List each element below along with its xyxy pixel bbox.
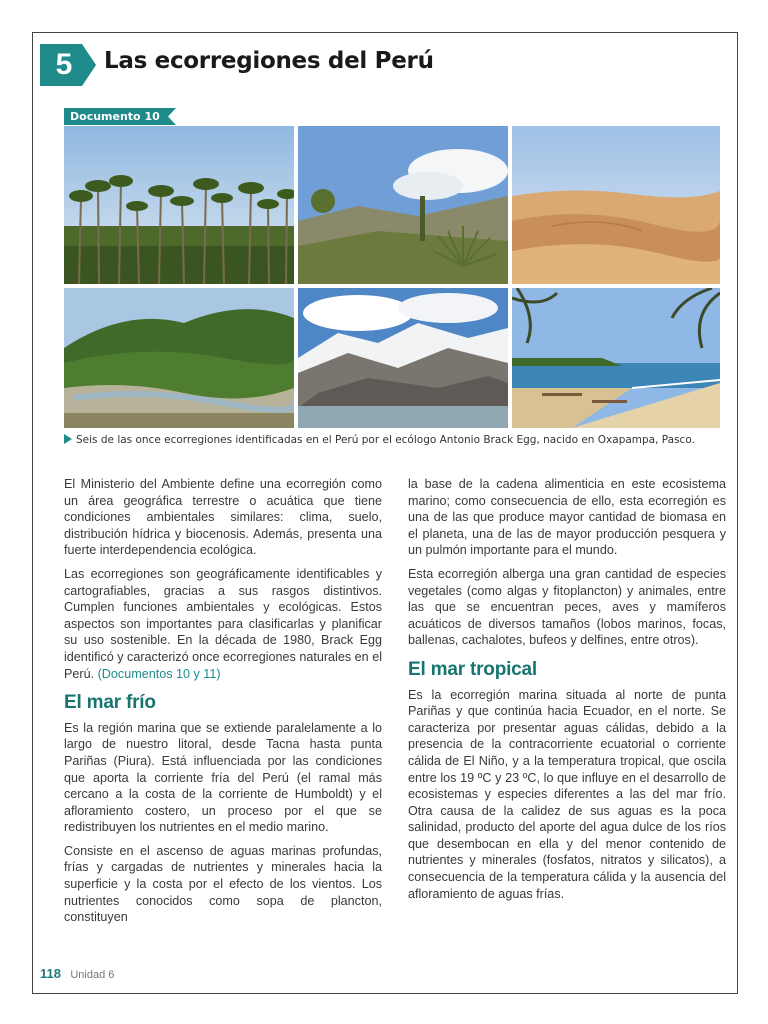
page-number: 118 — [40, 966, 61, 981]
cold-sea-paragraph-2: Consiste en el ascenso de aguas marinas profundas, frías y cargadas de nutrientes y minerales hacia la superficie y la costa por el efecto de los vientos. Los nutrientes conocidos como sopa de plancton, constituyen — [64, 843, 382, 925]
desert-dunes-photo — [512, 126, 720, 284]
page-title: Las ecorregiones del Perú — [104, 48, 434, 74]
heading-tropical-sea: El mar tropical — [408, 658, 537, 680]
document-reference-link[interactable]: (Documentos 10 y 11) — [97, 666, 221, 681]
palm-forest-photo — [64, 126, 294, 284]
tropical-valley-photo — [64, 288, 294, 428]
tropical-beach-photo — [512, 288, 720, 428]
caption-arrow-icon — [64, 434, 72, 444]
caption-text: Seis de las once ecorregiones identificadas en el Perú por el ecólogo Antonio Brack Egg, nacido en Oxapampa, Pasco. — [76, 434, 695, 446]
cold-sea-paragraph-3: la base de la cadena alimenticia en este ecosistema marino; como consecuencia de ello, esta ecorregión es una de las que produce mayor cantidad de biomasa en el planeta, una de las de mayor producción pesquera y un pulmón importante para el mundo. — [408, 477, 726, 558]
photo-caption — [64, 434, 724, 446]
page-footer — [40, 966, 114, 981]
section-number: 5 — [55, 48, 73, 81]
tropical-sea-paragraph: Es la ecorregión marina situada al norte de punta Pariñas y que continúa hacia Ecuador, en el norte. Se caracteriza por presentar aguas cálidas, debido a la presencia de la contracorriente ecuatorial o corriente cálida de El Niño, y a la temperatura tropical, que oscila entre los 19 ºC y 23 ºC, lo que influye en el desarrollo de ecosistemas y especies diferentes a las del mar frío. Otra causa de la calidez de sus aguas es la poca salinidad, producto del aporte del agua dulce de los ríos que desembocan en ella y del menor contenido de nutrientes y minerales (fosfatos, nitratos y silicatos), a consecuencia de la temperatura cálida y la ausencia del afloramiento de aguas frías. — [408, 687, 726, 901]
glacier-lake-photo — [298, 288, 508, 428]
unit-label: Unidad 6 — [70, 969, 115, 981]
andean-highland-photo — [298, 126, 508, 284]
document-tag-label: Documento 10 — [70, 110, 160, 123]
ecoregion-paragraph: Las ecorregiones son geográficamente identificables y cartografiables, gracias a sus rasgos distintivos. Cumplen funciones ambientales y ecológicas. Estos aspectos son importantes para clasificarlas y planificar su uso sostenible. En la década de 1980, Brack Egg identificó y caracterizó once ecorregiones naturales en el Perú. (Documentos 10 y 11) — [64, 566, 382, 681]
left-column — [64, 476, 382, 933]
cold-sea-paragraph-4: Esta ecorregión alberga una gran cantidad de especies vegetales (como algas y fitoplancton) y animales, entre las que se encuentran peces, aves y mamíferos acuáticos de diversos tamaños (lobos marinos, focas, ballenas, cachalotes, bufeos y delfines, entre otros). — [408, 566, 726, 648]
cold-sea-paragraph-1: Es la región marina que se extiende paralelamente a lo largo de nuestro litoral, desde Tacna hasta punta Pariñas (Piura). Está influenciada por las condiciones que aporta la corriente fría del Perú (el ramal más cercano a la costa de la corriente de Humboldt) y el afloramiento costero, un proceso por el que se redistribuyen los nutrientes en el medio marino. — [64, 720, 382, 835]
right-column — [408, 476, 726, 909]
intro-paragraph: El Ministerio del Ambiente define una ecorregión como un área geográfica terrestre o acuática que tiene condiciones ambientales similares: clima, suelo, distribución hídrica y biocenosis. Además, presenta una fuerte interdependencia ecológica. — [64, 477, 382, 558]
heading-cold-sea: El mar frío — [64, 692, 156, 714]
